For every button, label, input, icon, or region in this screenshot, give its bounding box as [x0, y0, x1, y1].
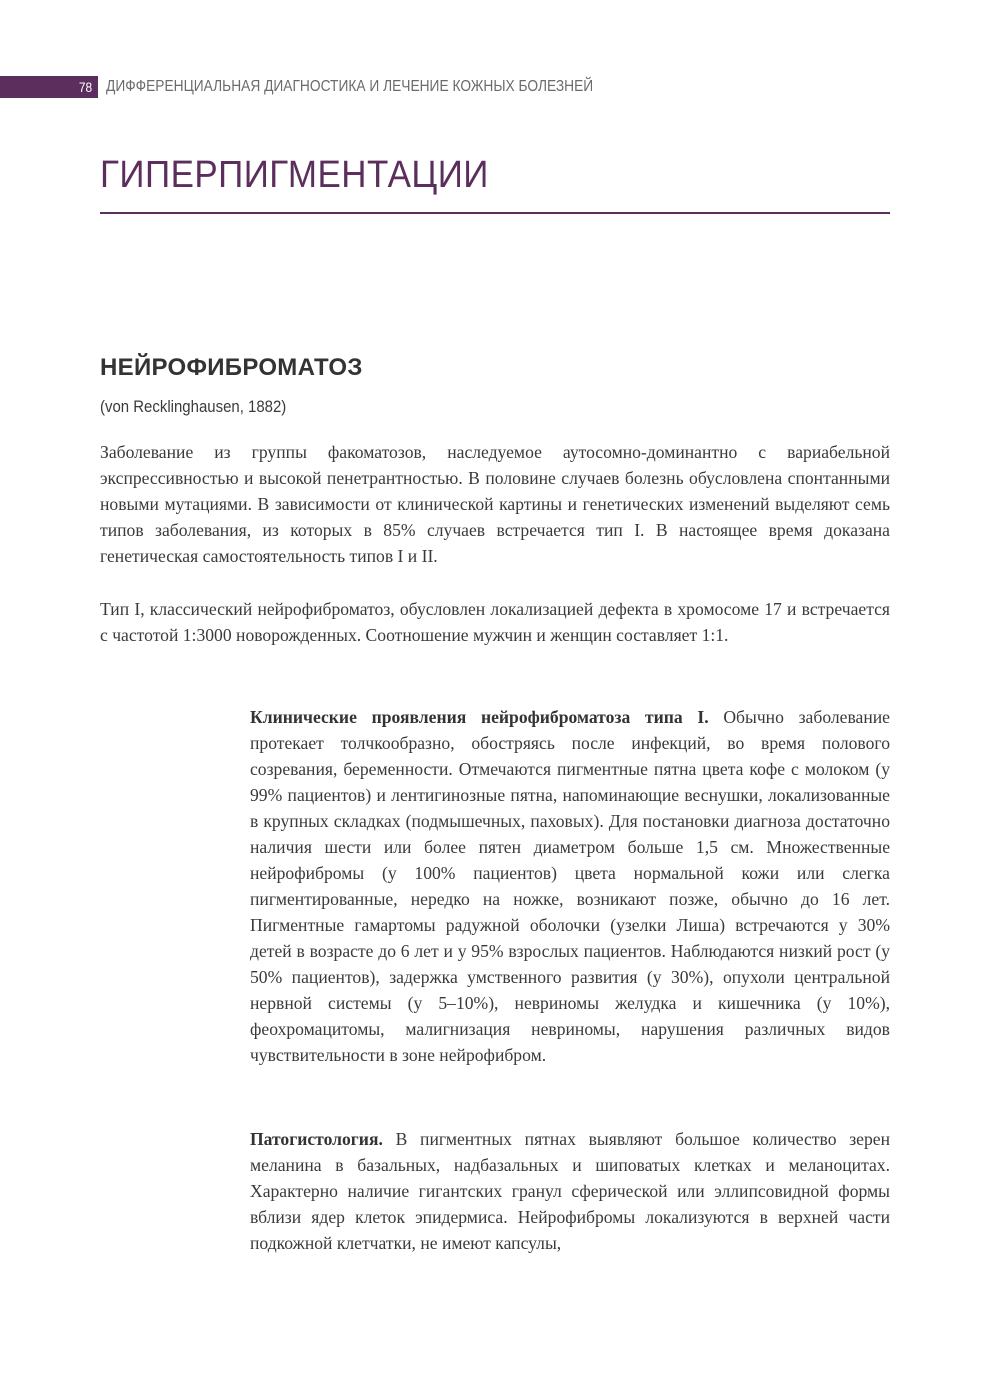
type1-paragraph: Тип I, классический нейрофиброматоз, обусловлен локализацией дефекта в хромосоме 17 и встречается с частотой 1:3000 новорожденных. Соотношение мужчин и женщин составляет 1:1. — [100, 599, 890, 645]
patho-lead: Патогистология. — [250, 1129, 383, 1149]
clinical-lead: Клинические проявления нейрофиброматоза типа I. — [250, 707, 709, 727]
intro-paragraph: Заболевание из группы факоматозов, наследуемое аутосомно-доминантно с вариабельной экспрессивностью и высокой пенетрантностью. В половине случаев болезнь обусловлена спонтанными новыми мутациями. В зависимости от клинической картины и генетических изменений выделяют семь типов заболевания, из которых в 85% случаев встречается тип I. В настоящее время доказана генетическая самостоятельность типов I и II. — [100, 442, 890, 566]
clinical-text: Обычно заболевание протекает толчкообразно, обостряясь после инфекций, во время полового созревания, беременности. Отмечаются пигментные пятна цвета кофе с молоком (у 99% пациентов) и лентигинозные пятна, напоминающие веснушки, локализованные в крупных складках (подмышечных, паховых). Для постановки диагноза достаточно наличия шести или более пятен диаметром больше 1,5 см. Множественные нейрофибромы (у 100% пациентов) цвета нормальной кожи или слегка пигментированные, нередко на ножке, возникают позже, обычно до 16 лет. Пигментные гамартомы радужной оболочки (узелки Лиша) встречаются у 30% детей в возрасте до 6 лет и у 95% взрослых пациентов. Наблюдаются низкий рост (у 50% пациентов), задержка умственного развития (у 30%), опухоли центральной нервной системы (у 5–10%), невриномы желудка и кишечника (у 10%), феохромацитомы, малигнизация невриномы, нарушения различных видов чувствительности в зоне нейрофибром. — [250, 707, 890, 1065]
pathohistology-paragraph — [250, 1126, 890, 1256]
section-title: НЕЙРОФИБРОМАТОЗ — [100, 354, 363, 381]
patho-text: В пигментных пятнах выявляют большое количество зерен меланина в базальных, надбазальных и шиповатых клетках и меланоцитах. Характерно наличие гигантских гранул сферической или эллипсовидной формы вблизи ядер клеток эпидермиса. Нейрофибромы локализуются в верхней части подкожной клетчатки, не имеют капсулы, — [250, 1129, 890, 1253]
chapter-rule — [100, 212, 890, 214]
running-head: ДИФФЕРЕНЦИАЛЬНАЯ ДИАГНОСТИКА И ЛЕЧЕНИЕ КОЖНЫХ БОЛЕЗНЕЙ — [106, 78, 594, 95]
section-subtitle: (von Recklinghausen, 1882) — [100, 397, 287, 416]
page-number: 78 — [78, 79, 93, 95]
chapter-title: ГИПЕРПИГМЕНТАЦИИ — [100, 154, 489, 196]
clinical-paragraph — [250, 704, 890, 1068]
